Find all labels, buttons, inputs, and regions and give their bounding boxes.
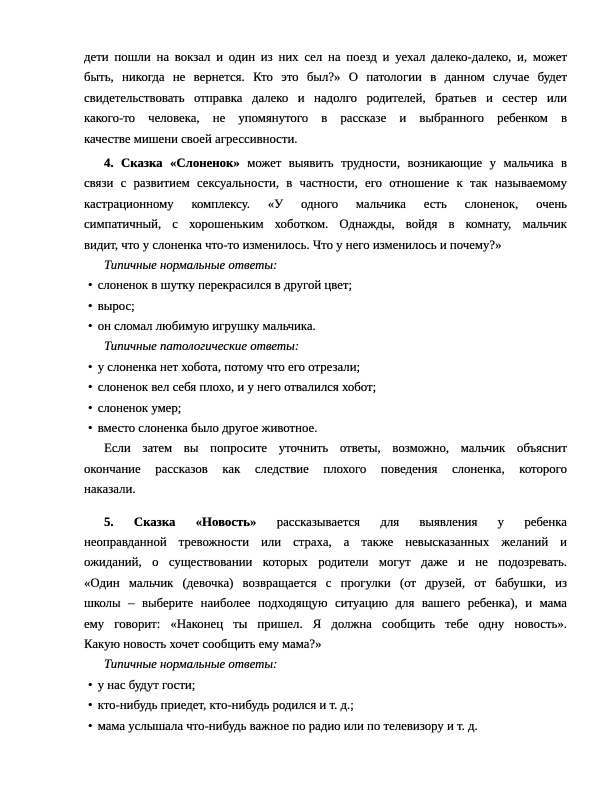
bullet-item	[84, 716, 567, 736]
text-line	[84, 235, 567, 255]
text-segment: Какую новость хочет сообщить ему мама?»	[84, 636, 322, 651]
answers-heading	[84, 255, 567, 275]
text-line	[84, 194, 567, 214]
text-segment: Если затем вы попросите уточнить ответы, возможно, мальчик объяснит	[104, 441, 567, 456]
text-segment: 5. Сказка «Новость»	[104, 514, 257, 529]
text-segment: 4. Сказка «Слоненок»	[104, 155, 240, 170]
bullet-item	[84, 275, 567, 295]
text-segment: слоненок вел себя плохо, и у него отвалился хобот;	[97, 380, 377, 395]
paragraph-clarification	[84, 438, 567, 499]
text-line	[84, 459, 567, 479]
text-line	[84, 67, 567, 87]
bullet-item	[84, 316, 567, 336]
bullet-item	[84, 398, 567, 418]
text-segment: ему говорит: «Наконец ты пришел. Я должна сообщить тебе одну новость».	[84, 616, 567, 631]
text-segment: окончание рассказов как следствие плохого поведения слоненка, которого	[84, 461, 567, 476]
text-segment: симпатичный, с хорошеньким хоботком. Однажды, войдя в комнату, мальчик	[84, 217, 567, 232]
text-line	[84, 532, 567, 552]
text-line	[84, 88, 567, 108]
text-segment: он сломал любимую игрушку мальчика.	[97, 319, 316, 334]
answers-heading	[84, 654, 567, 674]
bullet-icon: •	[88, 278, 98, 293]
pathological-answers-heading	[84, 336, 567, 356]
text-segment: свидетельствовать отправка далеко и надолго родителей, братьев и сестер или	[84, 90, 567, 105]
text-block	[84, 47, 567, 736]
text-segment: дети пошли на вокзал и один из них сел на поезд и уехал далеко-далеко, и, может	[84, 50, 567, 64]
text-segment: связи с развитием сексуальности, в частности, его отношение к так называемому	[84, 176, 567, 191]
text-segment: какого-то человека, не упомянутого в рассказе и выбранного ребенком в	[84, 111, 567, 126]
text-segment: кастрационному комплексу. «У одного мальчика есть слоненок, очень	[84, 196, 567, 211]
paragraph-train-tale-continuation	[84, 47, 567, 149]
text-segment: качестве мишени своей агрессивности.	[84, 131, 298, 146]
bullet-item	[84, 418, 567, 438]
text-line	[84, 614, 567, 634]
bullet-icon: •	[88, 380, 98, 395]
normal-answers-list-2	[84, 675, 567, 736]
bullet-item	[84, 357, 567, 377]
bullet-item	[84, 675, 567, 695]
text-line	[84, 153, 567, 173]
text-line	[84, 634, 567, 654]
bullet-icon: •	[88, 359, 98, 374]
paragraph-tale-5-news	[84, 512, 567, 655]
text-segment: школы – выберите наиболее подходящую ситуацию для вашего ребенка), и мама	[84, 596, 567, 611]
normal-answers-heading-1	[84, 255, 567, 275]
pathological-answers-list	[84, 357, 567, 439]
bullet-icon: •	[88, 718, 98, 733]
paragraph-tale-4-elephant	[84, 153, 567, 255]
text-segment: у нас будут гости;	[97, 677, 196, 692]
text-line	[84, 214, 567, 234]
text-segment: вырос;	[97, 298, 135, 313]
text-segment: быть, никогда не вернется. Кто это был?» О патологии в данном случае будет	[84, 70, 567, 85]
text-line	[84, 552, 567, 572]
text-segment: рассказывается для выявления у ребенка	[256, 514, 567, 529]
bullet-item	[84, 296, 567, 316]
text-line	[84, 438, 567, 458]
text-line	[84, 173, 567, 193]
text-line	[84, 479, 567, 499]
text-line	[84, 593, 567, 613]
text-segment: слоненок в шутку перекрасился в другой цвет;	[97, 278, 353, 293]
bullet-icon: •	[88, 698, 98, 713]
text-segment: у слоненка нет хобота, потому что его отрезали;	[97, 359, 361, 374]
text-segment: может выявить трудности, возникающие у мальчика в	[239, 155, 567, 170]
text-segment: кто-нибудь приедет, кто-нибудь родился и т. д.;	[97, 698, 354, 713]
text-segment: неоправданной тревожности или страха, а также невысказанных желаний и	[84, 534, 567, 549]
text-segment: наказали.	[84, 482, 136, 497]
answers-heading	[84, 336, 567, 356]
text-segment: Типичные нормальные ответы:	[104, 257, 278, 272]
text-line	[84, 129, 567, 149]
normal-answers-list-1	[84, 275, 567, 336]
text-line	[84, 512, 567, 532]
text-line	[84, 108, 567, 128]
text-line	[84, 573, 567, 593]
bullet-icon: •	[88, 677, 98, 692]
bullet-icon: •	[88, 319, 98, 334]
bullet-icon: •	[88, 298, 98, 313]
text-segment: Типичные нормальные ответы:	[104, 657, 278, 672]
bullet-icon: •	[88, 421, 98, 436]
normal-answers-heading-2	[84, 654, 567, 674]
text-line	[84, 47, 567, 67]
text-segment: слоненок умер;	[97, 400, 182, 415]
bullet-item	[84, 695, 567, 715]
text-segment: видит, что у слоненка что-то изменилось. Что у него изменилось и почему?»	[84, 237, 502, 252]
text-segment: Типичные патологические ответы:	[104, 339, 300, 354]
text-segment: мама услышала что-нибудь важное по радио или по телевизору и т. д.	[97, 718, 478, 733]
bullet-item	[84, 377, 567, 397]
text-segment: ожиданий, о существовании которых родители могут даже и не подозревать.	[84, 555, 567, 570]
bullet-icon: •	[88, 400, 98, 415]
text-segment: вместо слоненка было другое животное.	[97, 421, 318, 436]
text-segment: «Один мальчик (девочка) возвращается с прогулки (от друзей, от бабушки, из	[84, 575, 567, 590]
